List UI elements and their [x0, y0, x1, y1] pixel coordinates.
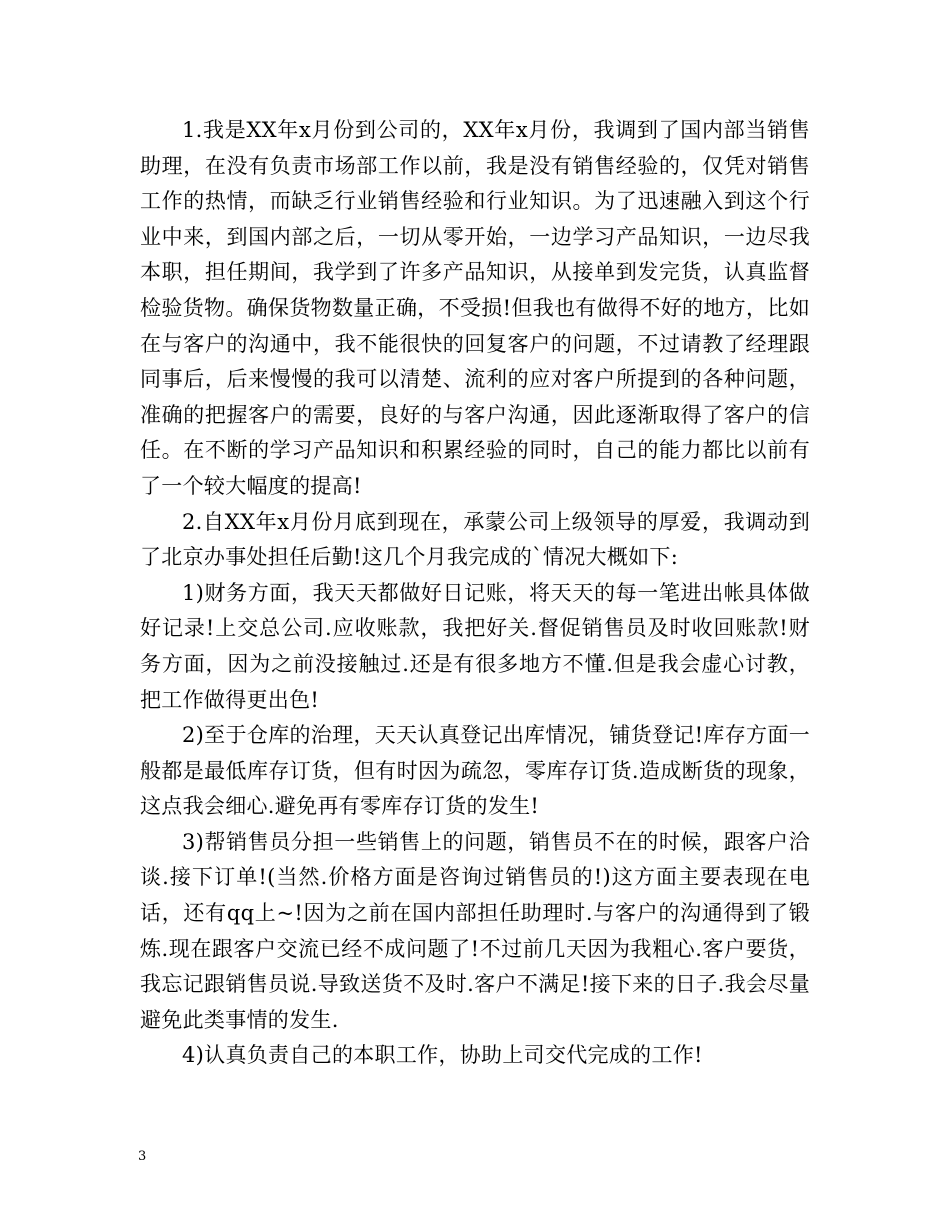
paragraph-1: 1.我是XX年x月份到公司的，XX年x月份，我调到了国内部当销售助理，在没有负责市场部工作以前，我是没有销售经验的，仅凭对销售工作的热情，而缺乏行业销售经验和行业知识。为了迅速融入到这个行业中来，到国内部之后，一切从零开始，一边学习产品知识，一边尽我本职，担任期间，我学到了许多产品知识，从接单到发完货，认真监督检验货物。确保货物数量正确，不受损!但我也有做得不好的地方，比如在与客户的沟通中，我不能很快的回复客户的问题，不过请教了经理跟同事后，后来慢慢的我可以清楚、流利的应对客户所提到的各种问题，准确的把握客户的需要，良好的与客户沟通，因此逐渐取得了客户的信任。在不断的学习产品知识和积累经验的同时，自己的能力都比以前有了一个较大幅度的提高! [140, 118, 810, 498]
paragraph-6: 4)认真负责自己的本职工作，协助上司交代完成的工作! [182, 1043, 703, 1068]
paragraph-3: 1)财务方面，我天天都做好日记账，将天天的每一笔进出帐具体做好记录!上交总公司.应收账款，我把好关.督促销售员及时收回账款!财务方面，因为之前没接触过.还是有很多地方不懂.但是我会虚心讨教，把工作做得更出色! [140, 580, 810, 712]
paragraph-5: 3)帮销售员分担一些销售上的问题，销售员不在的时候，跟客户洽谈.接下订单!(当然.价格方面是咨询过销售员的!)这方面主要表现在电话，还有qq上~!因为之前在国内部担任助理时.与客户的沟通得到了锻炼.现在跟客户交流已经不成问题了!不过前几天因为我粗心.客户要货，我忘记跟销售员说.导致送货不及时.客户不满足!接下来的日子.我会尽量避免此类事情的发生. [140, 829, 810, 1032]
document-body [140, 113, 810, 1074]
page-number: 3 [138, 1149, 147, 1164]
paragraph-4: 2)至于仓库的治理，天天认真登记出库情况，铺货登记!库存方面一般都是最低库存订货，但有时因为疏忽，零库存订货.造成断货的现象，这点我会细心.避免再有零库存订货的发生! [140, 723, 810, 819]
paragraph-2: 2.自XX年x月份月底到现在，承蒙公司上级领导的厚爱，我调动到了北京办事处担任后勤!这几个月我完成的`情况大概如下: [140, 509, 810, 570]
